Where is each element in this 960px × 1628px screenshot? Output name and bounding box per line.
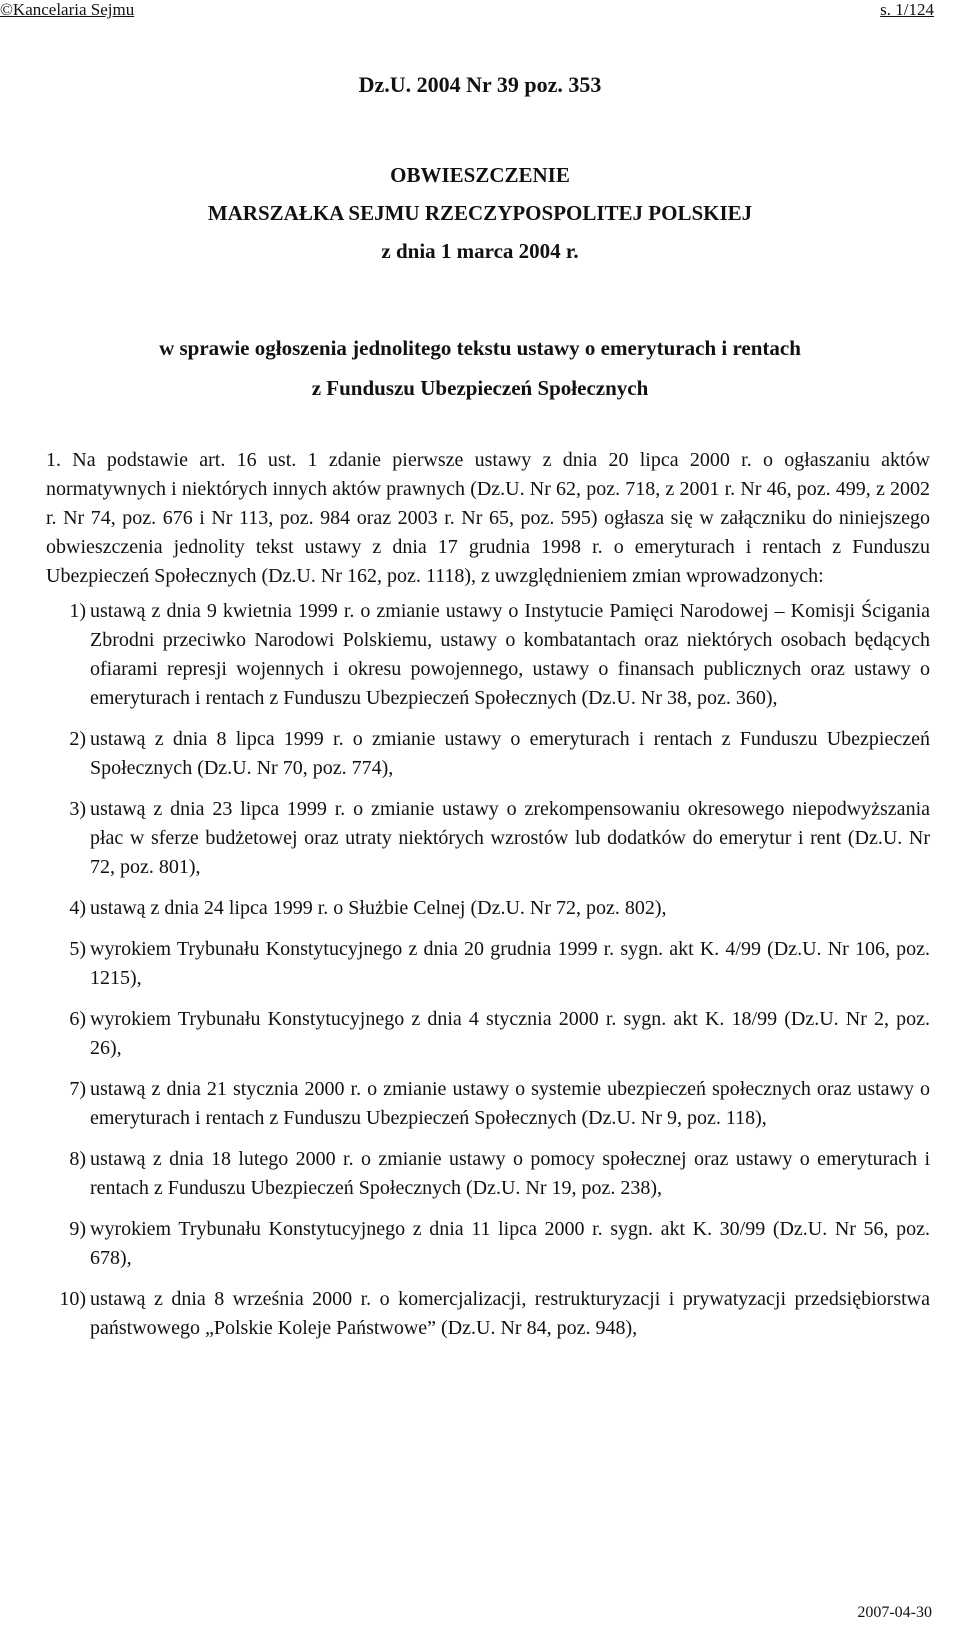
item-number: 7) (69, 1078, 86, 1100)
item-number: 1) (69, 600, 86, 622)
list-item (46, 597, 930, 713)
item-text: ustawą z dnia 9 kwietnia 1999 r. o zmianie ustawy o Instytucie Pamięci Narodowej – Komisji Ścigania Zbrodni przeciwko Narodowi Polskiemu, ustawy o kombatantach oraz niektórych osobach będących ofiarami represji wojennych i okresu powojennego, ustawy o finansach publicznych oraz ustawy o emeryturach i rentach z Funduszu Ubezpieczeń Społecznych (Dz.U. Nr 38, poz. 360), (90, 600, 930, 709)
amendments-list (46, 597, 930, 1343)
list-item (46, 1215, 930, 1273)
document-subject (0, 328, 960, 408)
list-item (46, 795, 930, 882)
journal-reference: Dz.U. 2004 Nr 39 poz. 353 (358, 72, 602, 97)
footer-date: 2007-04-30 (857, 1604, 932, 1621)
item-number: 5) (69, 938, 86, 960)
document-title (0, 156, 960, 270)
subject-line-2: z Funduszu Ubezpieczeń Społecznych (311, 376, 649, 400)
item-number: 6) (69, 1008, 86, 1030)
item-text: wyrokiem Trybunału Konstytucyjnego z dnia 11 lipca 2000 r. sygn. akt K. 30/99 (Dz.U. Nr 56, poz. 678), (90, 1218, 930, 1269)
header-page-number: s. 1/124 (880, 0, 934, 19)
item-number: 8) (69, 1148, 86, 1170)
list-item (46, 1075, 930, 1133)
item-text: ustawą z dnia 8 września 2000 r. o komercjalizacji, restrukturyzacji i prywatyzacji przedsiębiorstwa państwowego „Polskie Koleje Państwowe” (Dz.U. Nr 84, poz. 948), (90, 1288, 930, 1339)
list-item (46, 725, 930, 783)
item-text: ustawą z dnia 24 lipca 1999 r. o Służbie Celnej (Dz.U. Nr 72, poz. 802), (90, 897, 667, 919)
item-number: 2) (69, 728, 86, 750)
list-item (46, 1285, 930, 1343)
title-line-2: MARSZAŁKA SEJMU RZECZYPOSPOLITEJ POLSKIEJ (207, 201, 753, 225)
subject-line-1: w sprawie ogłoszenia jednolitego tekstu ustawy o emeryturach i rentach (159, 336, 801, 360)
item-text: ustawą z dnia 18 lutego 2000 r. o zmianie ustawy o pomocy społecznej oraz ustawy o emeryturach i rentach z Funduszu Ubezpieczeń Społecznych (Dz.U. Nr 19, poz. 238), (90, 1148, 930, 1199)
list-item (46, 1145, 930, 1203)
list-item (46, 894, 930, 923)
item-text: ustawą z dnia 8 lipca 1999 r. o zmianie ustawy o emeryturach i rentach z Funduszu Ubezpieczeń Społecznych (Dz.U. Nr 70, poz. 774), (90, 728, 930, 779)
intro-paragraph: 1. Na podstawie art. 16 ust. 1 zdanie pierwsze ustawy z dnia 20 lipca 2000 r. o ogłaszaniu aktów normatywnych i niektórych innych aktów prawnych (Dz.U. Nr 62, poz. 718, z 2001 r. Nr 46, poz. 499, z 2002 r. Nr 74, poz. 676 i Nr 113, poz. 984 oraz 2003 r. Nr 65, poz. 595) ogłasza się w załączniku do niniejszego obwieszczenia jednolity tekst ustawy z dnia 17 grudnia 1998 r. o emeryturach i rentach z Funduszu Ubezpieczeń Społecznych (Dz.U. Nr 162, poz. 1118), z uwzględnieniem zmian wprowadzonych: (46, 449, 930, 587)
list-item (46, 935, 930, 993)
item-text: ustawą z dnia 21 stycznia 2000 r. o zmianie ustawy o systemie ubezpieczeń społecznych oraz ustawy o emeryturach i rentach z Funduszu Ubezpieczeń Społecznych (Dz.U. Nr 9, poz. 118), (90, 1078, 930, 1129)
title-line-1: OBWIESZCZENIE (390, 163, 570, 187)
header-source: ©Kancelaria Sejmu (0, 0, 135, 19)
item-number: 9) (69, 1218, 86, 1240)
item-text: wyrokiem Trybunału Konstytucyjnego z dnia 4 stycznia 2000 r. sygn. akt K. 18/99 (Dz.U. Nr 2, poz. 26), (90, 1008, 930, 1059)
item-number: 3) (69, 798, 86, 820)
item-number: 10) (59, 1288, 86, 1310)
list-item (46, 1005, 930, 1063)
item-text: ustawą z dnia 23 lipca 1999 r. o zmianie ustawy o zrekompensowaniu okresowego niepodwyższania płac w sferze budżetowej oraz utraty niektórych wzrostów lub dodatków do emerytur i rent (Dz.U. Nr 72, poz. 801), (90, 798, 930, 878)
document-body (46, 446, 930, 1355)
item-number: 4) (69, 897, 86, 919)
item-text: wyrokiem Trybunału Konstytucyjnego z dnia 20 grudnia 1999 r. sygn. akt K. 4/99 (Dz.U. Nr 106, poz. 1215), (90, 938, 930, 989)
title-line-3: z dnia 1 marca 2004 r. (381, 239, 579, 263)
